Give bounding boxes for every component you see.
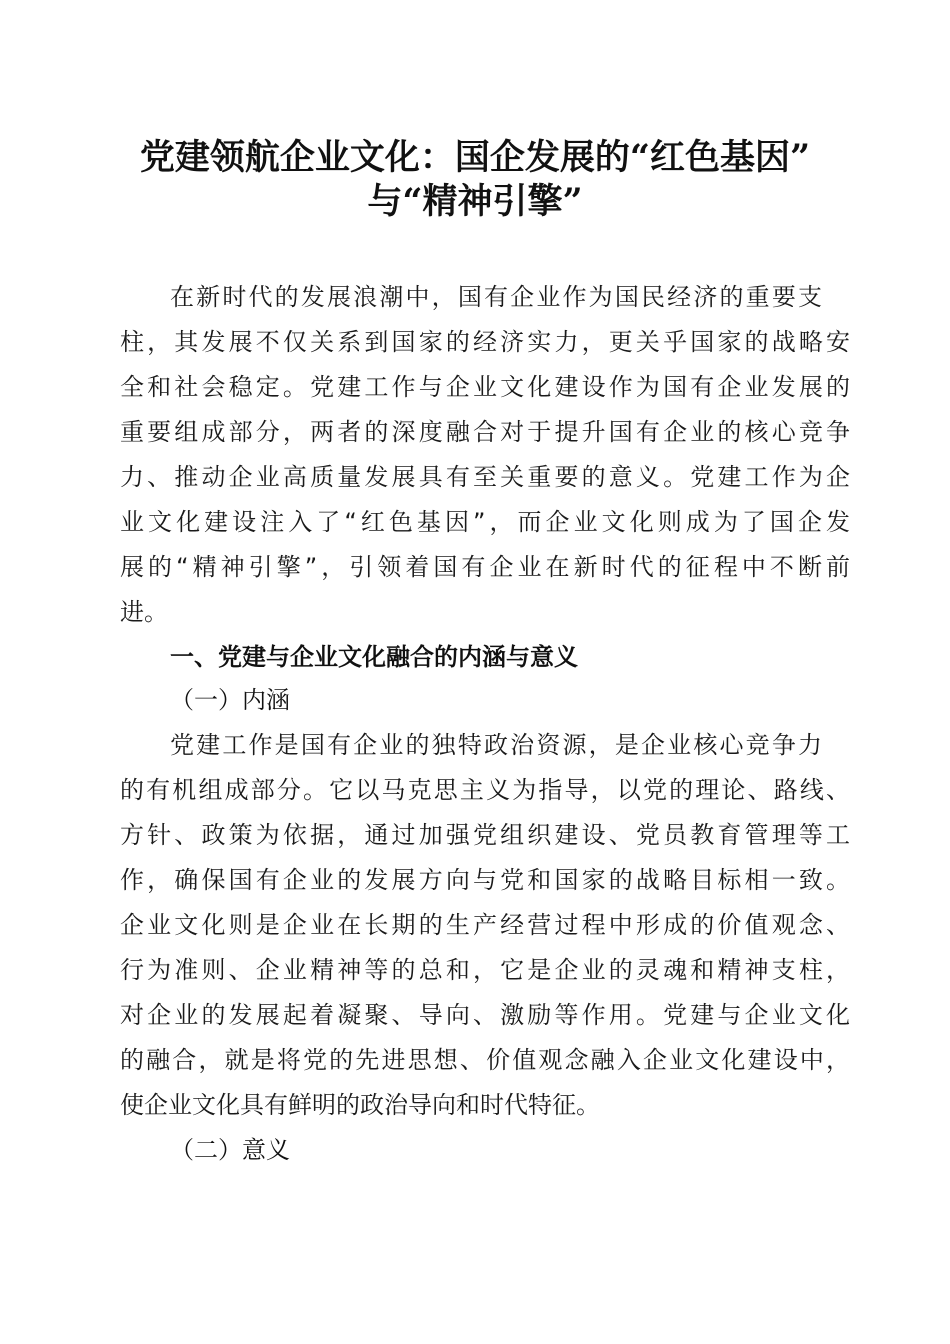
intro-line-2: 柱，其发展不仅关系到国家的经济实力，更关乎国家的战略安 xyxy=(120,328,850,356)
sub1-line-3: 方针、政策为依据，通过加强党组织建设、党员教育管理等工 xyxy=(120,821,850,849)
sub1-line-2: 的有机组成部分。它以马克思主义为指导，以党的理论、路线、 xyxy=(120,776,850,804)
sub1-line-6: 行为准则、企业精神等的总和，它是企业的灵魂和精神支柱， xyxy=(120,956,850,984)
subsection-2-heading: （二）意义 xyxy=(170,1136,290,1164)
sub1-line-9: 使企业文化具有鲜明的政治导向和时代特征。 xyxy=(120,1091,600,1119)
intro-line-4: 重要组成部分，两者的深度融合对于提升国有企业的核心竞争 xyxy=(120,418,850,446)
intro-line-8: 进。 xyxy=(120,598,168,626)
document-title-line-2: 与“精神引擎” xyxy=(367,181,583,222)
intro-line-5: 力、推动企业高质量发展具有至关重要的意义。党建工作为企 xyxy=(120,463,850,491)
sub1-line-7: 对企业的发展起着凝聚、导向、激励等作用。党建与企业文化 xyxy=(120,1001,850,1029)
section-1-heading: 一、党建与企业文化融合的内涵与意义 xyxy=(170,643,578,671)
sub1-line-1: 党建工作是国有企业的独特政治资源，是企业核心竞争力 xyxy=(170,731,822,759)
intro-line-1: 在新时代的发展浪潮中，国有企业作为国民经济的重要支 xyxy=(170,283,822,311)
sub1-line-4: 作，确保国有企业的发展方向与党和国家的战略目标相一致。 xyxy=(120,866,850,894)
intro-line-3: 全和社会稳定。党建工作与企业文化建设作为国有企业发展的 xyxy=(120,373,850,401)
sub1-line-8: 的融合，就是将党的先进思想、价值观念融入企业文化建设中， xyxy=(120,1046,850,1074)
intro-line-6: 业文化建设注入了“红色基因”，而企业文化则成为了国企发 xyxy=(120,508,850,536)
sub1-line-5: 企业文化则是企业在长期的生产经营过程中形成的价值观念、 xyxy=(120,911,850,939)
intro-line-7: 展的“精神引擎”，引领着国有企业在新时代的征程中不断前 xyxy=(120,553,850,581)
document-title-line-1: 党建领航企业文化：国企发展的“红色基因” xyxy=(139,137,811,178)
subsection-1-heading: （一）内涵 xyxy=(170,686,290,714)
